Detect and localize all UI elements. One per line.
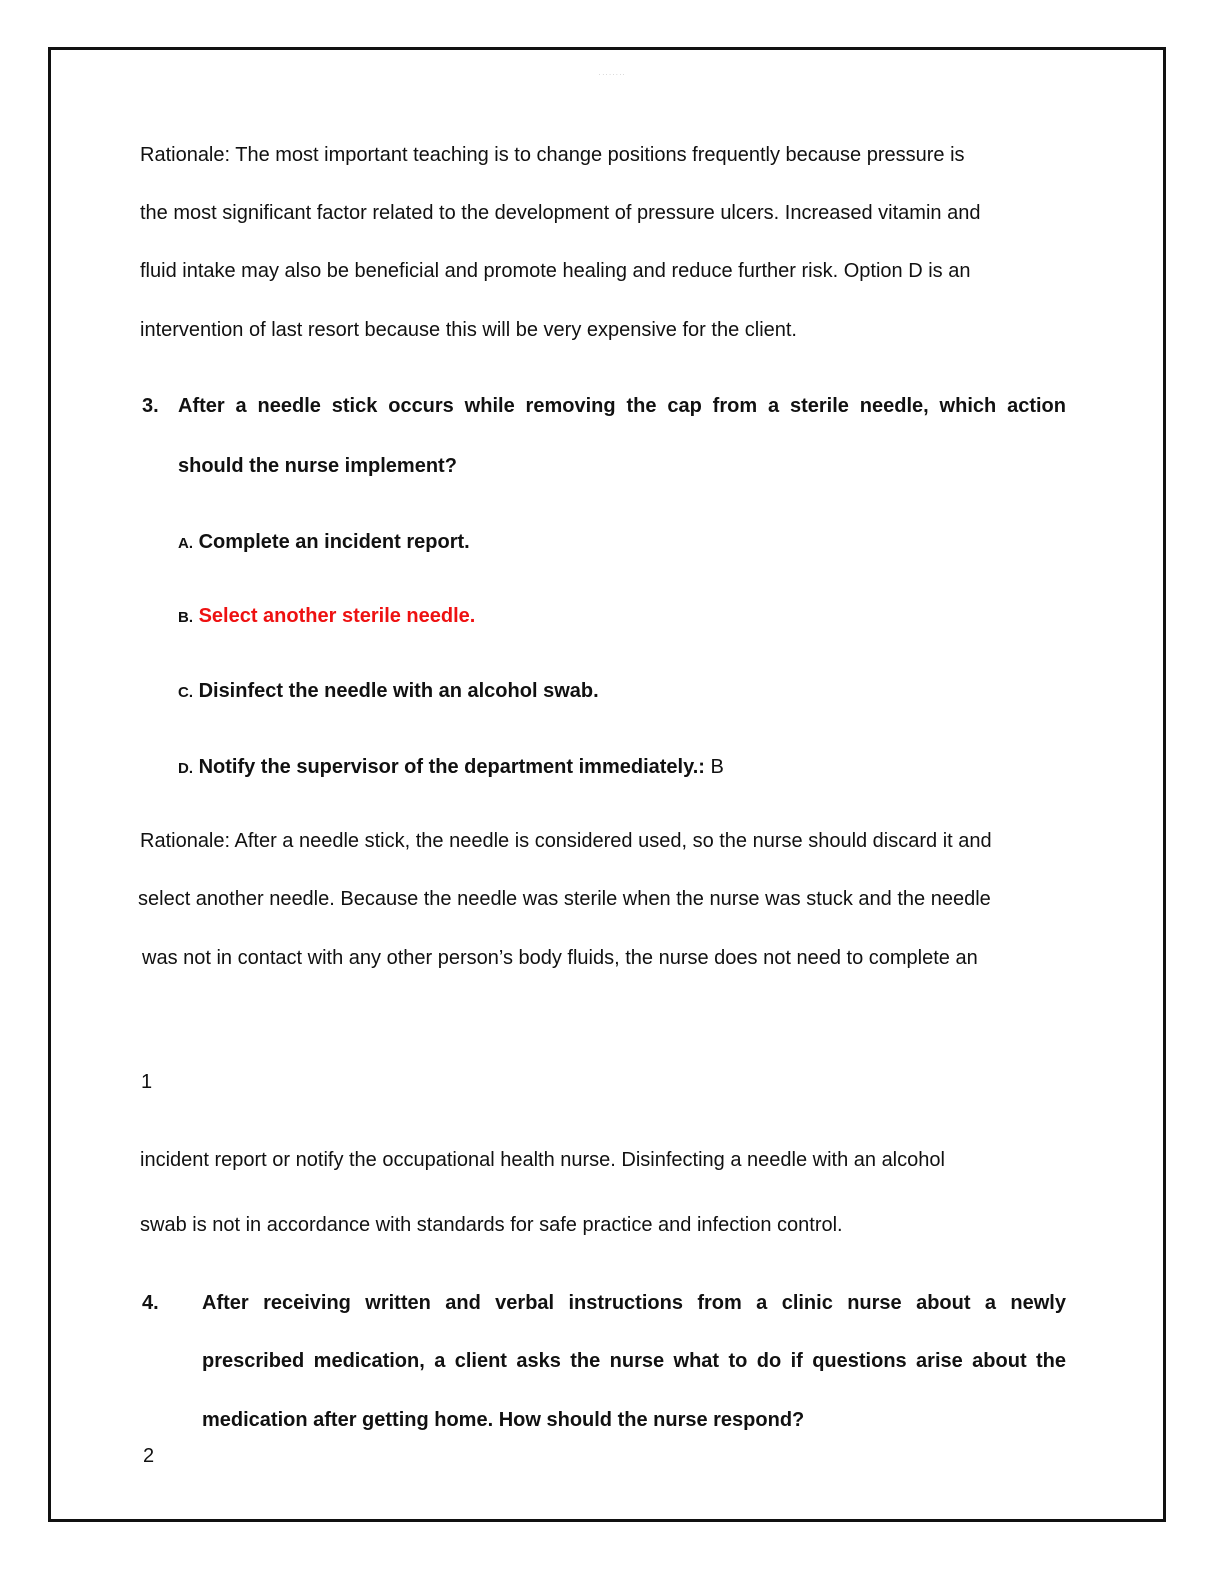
question-4-line-2: prescribed medication, a client asks the nurse what to do if questions arise about the bbox=[202, 1350, 1066, 1372]
page-number-1: 1 bbox=[141, 1071, 153, 1093]
page-number-2: 2 bbox=[143, 1445, 155, 1467]
option-a-text: Complete an incident report. bbox=[198, 531, 470, 553]
rationale-1-line-1: Rationale: The most important teaching is to change positions frequently because pressure is bbox=[140, 144, 965, 166]
rationale-2-continued-line-2: swab is not in accordance with standards for safe practice and infection control. bbox=[140, 1214, 843, 1236]
option-c-text: Disinfect the needle with an alcohol swab. bbox=[198, 680, 599, 702]
question-3-option-b bbox=[178, 604, 475, 630]
option-d-letter: D. bbox=[178, 760, 193, 777]
question-4-line-3: medication after getting home. How should the nurse respond? bbox=[202, 1409, 805, 1431]
option-d-text: Notify the supervisor of the department immediately.: bbox=[198, 756, 705, 778]
question-3-line-1: After a needle stick occurs while removing the cap from a sterile needle, which action bbox=[178, 395, 1066, 417]
question-3-option-c bbox=[178, 679, 599, 705]
option-c-letter: C. bbox=[178, 684, 193, 701]
rationale-1-line-4: intervention of last resort because this will be very expensive for the client. bbox=[140, 319, 797, 341]
question-3-option-a bbox=[178, 530, 470, 556]
header-mark: · · · · · · · · bbox=[599, 72, 625, 77]
option-b-text: Select another sterile needle. bbox=[198, 605, 476, 627]
option-b-letter: B. bbox=[178, 609, 193, 626]
rationale-2-line-3: was not in contact with any other person’s body fluids, the nurse does not need to complete an bbox=[142, 947, 978, 969]
question-3-option-d bbox=[178, 755, 724, 781]
rationale-2-line-2: select another needle. Because the needle was sterile when the nurse was stuck and the needle bbox=[138, 888, 991, 910]
rationale-1-line-2: the most significant factor related to the development of pressure ulcers. Increased vitamin and bbox=[140, 202, 981, 224]
question-4-number: 4. bbox=[142, 1292, 159, 1314]
question-3-answer: B bbox=[710, 756, 724, 778]
question-4-line-1: After receiving written and verbal instructions from a clinic nurse about a newly bbox=[202, 1292, 1066, 1314]
rationale-2-line-1: Rationale: After a needle stick, the needle is considered used, so the nurse should discard it and bbox=[140, 830, 992, 852]
question-3-line-2: should the nurse implement? bbox=[178, 455, 457, 477]
option-a-letter: A. bbox=[178, 535, 193, 552]
rationale-2-continued-line-1: incident report or notify the occupational health nurse. Disinfecting a needle with an alcohol bbox=[140, 1149, 945, 1171]
rationale-1-line-3: fluid intake may also be beneficial and promote healing and reduce further risk. Option D is an bbox=[140, 260, 971, 282]
question-3-number: 3. bbox=[142, 395, 159, 417]
